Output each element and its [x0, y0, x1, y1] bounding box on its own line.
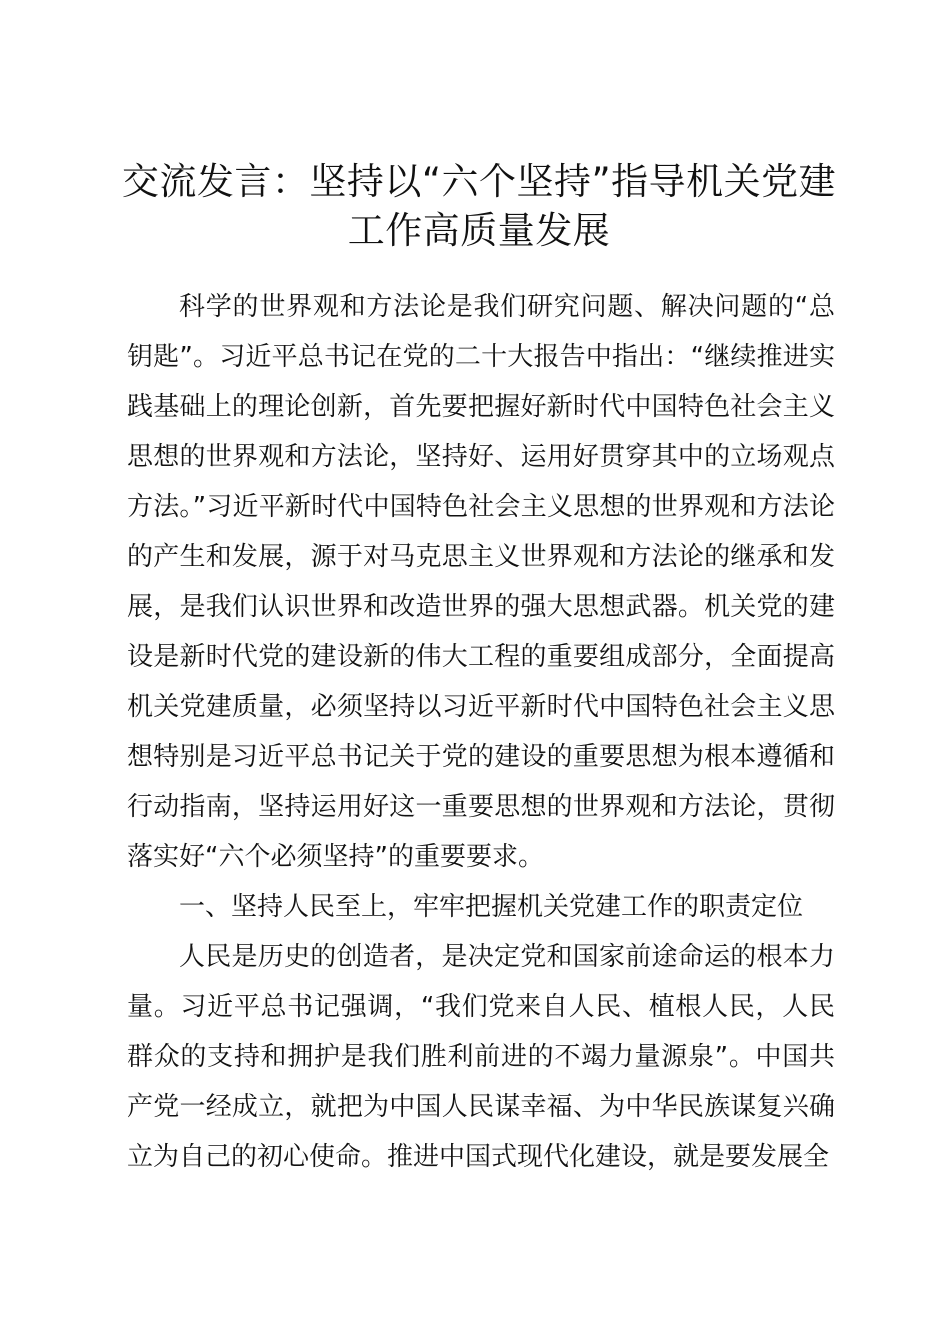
- document-body: [127, 282, 835, 1182]
- section-1-paragraph: 人民是历史的创造者，是决定党和国家前途命运的根本力量。习近平总书记强调，“我们党来自人民、植根人民，人民群众的支持和拥护是我们胜利前进的不竭力量源泉”。中国共产党一经成立，就把为中国人民谋幸福、为中华民族谋复兴确立为自己的初心使命。推进中国式现代化建设，就是要发展全: [127, 942, 835, 1172]
- title-line-1: 交流发言：坚持以“六个坚持”指导机关党建: [121, 160, 837, 203]
- section-heading-1: 一、坚持人民至上，牢牢把握机关党建工作的职责定位: [179, 892, 804, 922]
- intro-paragraph: 科学的世界观和方法论是我们研究问题、解决问题的“总钥匙”。习近平总书记在党的二十大报告中指出：“继续推进实践基础上的理论创新，首先要把握好新时代中国特色社会主义思想的世界观和方法论，坚持好、运用好贯穿其中的立场观点方法。”习近平新时代中国特色社会主义思想的世界观和方法论的产生和发展，源于对马克思主义世界观和方法论的继承和发展，是我们认识世界和改造世界的强大思想武器。机关党的建设是新时代党的建设新的伟大工程的重要组成部分，全面提高机关党建质量，必须坚持以习近平新时代中国特色社会主义思想特别是习近平总书记关于党的建设的重要思想为根本遵循和行动指南，坚持运用好这一重要思想的世界观和方法论，贯彻落实好“六个必须坚持”的重要要求。: [127, 292, 835, 872]
- document-title: [120, 157, 838, 255]
- title-line-2: 工作高质量发展: [347, 209, 611, 252]
